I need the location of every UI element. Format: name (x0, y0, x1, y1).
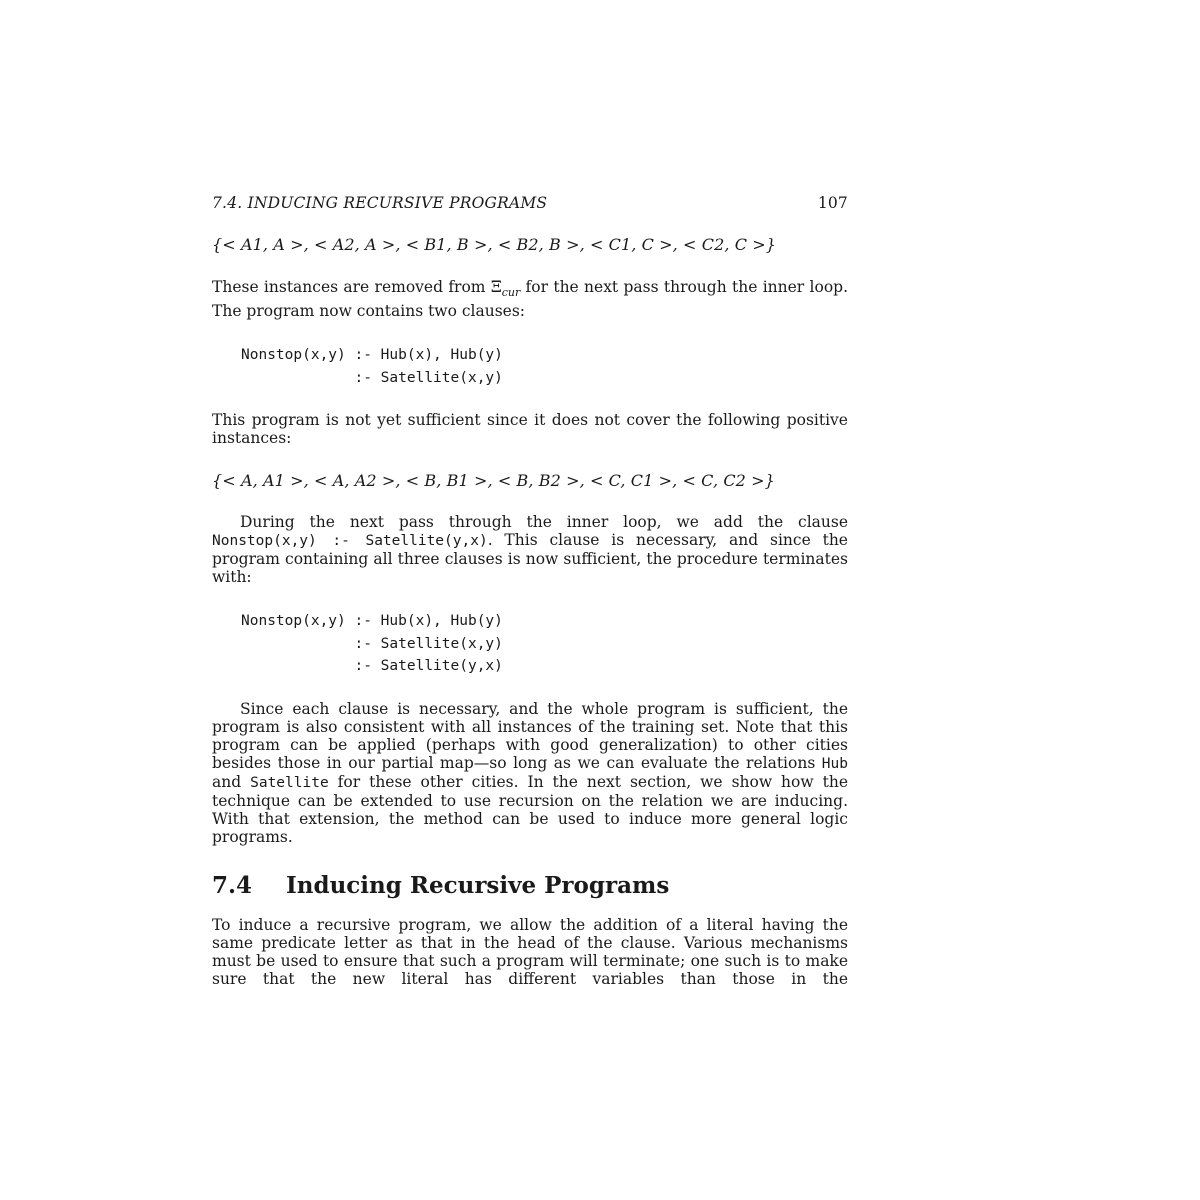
page-number: 107 (817, 194, 848, 212)
instance-set-2: {< A, A1 >, < A, A2 >, < B, B1 >, < B, B2 >, < C, C1 >, < C, C2 >} (212, 471, 775, 491)
paragraph-not-sufficient: This program is not yet sufficient since it does not cover the following positive instances: (212, 411, 848, 448)
paragraph-removed-instances-text-end: for the next pass through the inner loop. The program now contains two clauses: (212, 278, 848, 321)
running-head-title: 7.4. INDUCING RECURSIVE PROGRAMS (212, 194, 548, 212)
paragraph-removed-instances (212, 278, 848, 320)
program-line: :- Satellite(x,y) (241, 635, 503, 652)
program-three-clauses (241, 610, 848, 678)
xi-subscript: cur (501, 286, 521, 300)
inline-code-satellite: Satellite (250, 774, 329, 791)
paragraph-removed-instances-text: These instances are removed from (212, 278, 491, 296)
program-line: Nonstop(x,y) :- Hub(x), Hub(y) (241, 347, 503, 364)
paragraph-consistent: Since each clause is necessary, and the whole program is sufficient, the program is also consistent with all instances of the training set. Note that this program can be applied (perhaps with good generalization) to other cities besides those in our partial map—so long as we can evaluate the relations Hub and Satellite for these other cities. In the next section, we show how the technique can be extended to use recursion on the relation we are inducing. With that extension, the method can be used to induce more general logic programs. (212, 699, 848, 846)
paragraph-recursive-intro: To induce a recursive program, we allow the addition of a literal having the same predicate letter as that in the head of the clause. Various mechanisms must be used to ensure that such a program will terminate; one such is to make sure that the new literal has different variables than those in the (212, 915, 848, 988)
paragraph-next-pass: During the next pass through the inner loop, we add the clause Nonstop(x,y) :- Satellite(y,x). This clause is necessary, and since the program containing all three clauses is now sufficient, the procedure terminates with: (212, 513, 848, 587)
inline-code-clause: Nonstop(x,y) :- Satellite(y,x) (212, 533, 488, 550)
program-line: :- Satellite(y,x) (241, 658, 503, 675)
inline-code-hub: Hub (821, 755, 848, 772)
xi-symbol: $\Xi_{cur}$ (490, 278, 521, 300)
running-head (212, 190, 848, 216)
instance-set-1: {< A1, A >, < A2, A >, < B1, B >, < B2, B >, < C1, C >, < C2, C >} (212, 235, 777, 254)
program-line: :- Satellite(x,y) (241, 369, 503, 386)
section-number: 7.4 (212, 871, 253, 899)
section-heading (212, 872, 848, 900)
page (212, 190, 848, 988)
section-title: Inducing Recursive Programs (286, 871, 670, 899)
program-two-clauses (241, 344, 848, 389)
program-line: Nonstop(x,y) :- Hub(x), Hub(y) (241, 613, 503, 630)
